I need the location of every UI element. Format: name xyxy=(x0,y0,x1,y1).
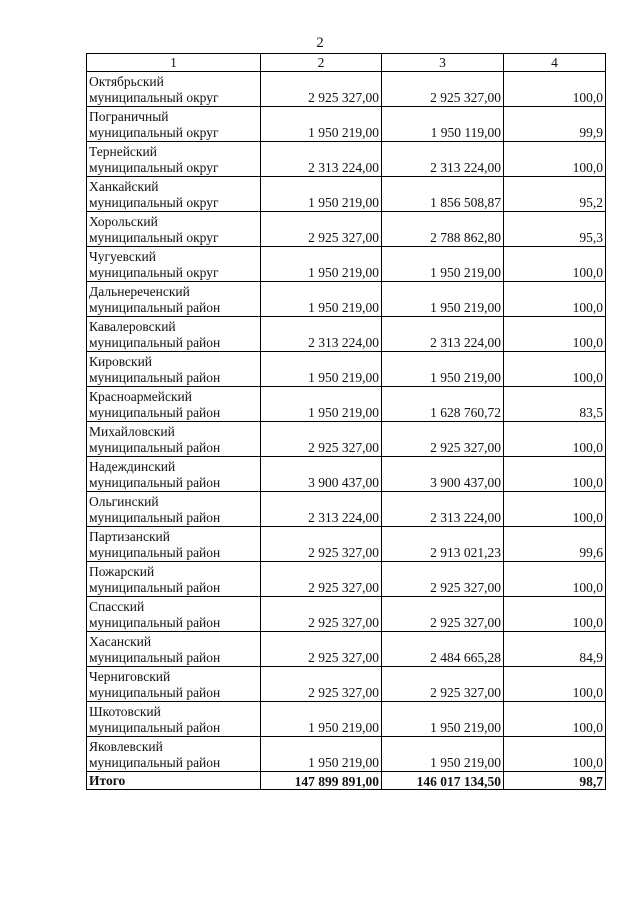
actual-amount-cell: 2 925 327,00 xyxy=(382,422,504,457)
table-row xyxy=(87,142,606,177)
municipality-type: муниципальный округ xyxy=(89,195,219,210)
actual-amount-cell: 1 856 508,87 xyxy=(382,177,504,212)
header-col-4: 4 xyxy=(504,54,606,72)
municipality-type: муниципальный округ xyxy=(89,265,219,280)
municipality-type: муниципальный район xyxy=(89,615,221,630)
actual-amount-cell: 1 950 219,00 xyxy=(382,247,504,282)
table-row xyxy=(87,457,606,492)
total-col-3: 146 017 134,50 xyxy=(382,772,504,790)
percent-cell: 100,0 xyxy=(504,737,606,772)
municipality-type: муниципальный район xyxy=(89,370,221,385)
percent-cell: 83,5 xyxy=(504,387,606,422)
municipality-type: муниципальный район xyxy=(89,580,221,595)
table-row xyxy=(87,212,606,247)
municipality-type: муниципальный район xyxy=(89,335,221,350)
page-number: 2 xyxy=(316,35,324,51)
percent-cell: 100,0 xyxy=(504,142,606,177)
municipality-name-cell xyxy=(87,457,261,492)
planned-amount-cell: 1 950 219,00 xyxy=(261,702,382,737)
municipality-type: муниципальный район xyxy=(89,475,221,490)
municipality-name: Хасанский xyxy=(89,634,152,649)
actual-amount-cell: 2 788 862,80 xyxy=(382,212,504,247)
municipality-type: муниципальный район xyxy=(89,755,221,770)
municipality-name-cell xyxy=(87,737,261,772)
municipality-name-cell xyxy=(87,632,261,667)
percent-cell: 100,0 xyxy=(504,562,606,597)
percent-cell: 99,9 xyxy=(504,107,606,142)
planned-amount-cell: 2 925 327,00 xyxy=(261,667,382,702)
table-row xyxy=(87,317,606,352)
table-row xyxy=(87,737,606,772)
municipality-name-cell xyxy=(87,177,261,212)
planned-amount-cell: 2 313 224,00 xyxy=(261,142,382,177)
municipality-name: Чугуевский xyxy=(89,249,156,264)
header-col-1: 1 xyxy=(87,54,261,72)
actual-amount-cell: 2 313 224,00 xyxy=(382,492,504,527)
table-row xyxy=(87,667,606,702)
data-table xyxy=(86,53,606,790)
actual-amount-cell: 2 313 224,00 xyxy=(382,142,504,177)
municipality-name: Шкотовский xyxy=(89,704,161,719)
municipality-name-cell xyxy=(87,597,261,632)
table-row xyxy=(87,352,606,387)
percent-cell: 100,0 xyxy=(504,282,606,317)
actual-amount-cell: 3 900 437,00 xyxy=(382,457,504,492)
municipality-name: Тернейский xyxy=(89,144,157,159)
table-row xyxy=(87,492,606,527)
actual-amount-cell: 1 628 760,72 xyxy=(382,387,504,422)
municipality-type: муниципальный район xyxy=(89,440,221,455)
percent-cell: 99,6 xyxy=(504,527,606,562)
municipality-name: Ханкайский xyxy=(89,179,159,194)
municipality-type: муниципальный район xyxy=(89,545,221,560)
municipality-name: Пограничный xyxy=(89,109,169,124)
planned-amount-cell: 1 950 219,00 xyxy=(261,107,382,142)
municipality-name-cell xyxy=(87,387,261,422)
total-row xyxy=(87,772,606,790)
table-row xyxy=(87,422,606,457)
municipality-name-cell xyxy=(87,247,261,282)
actual-amount-cell: 1 950 119,00 xyxy=(382,107,504,142)
actual-amount-cell: 2 925 327,00 xyxy=(382,597,504,632)
percent-cell: 84,9 xyxy=(504,632,606,667)
total-label: Итого xyxy=(87,772,261,790)
percent-cell: 100,0 xyxy=(504,422,606,457)
planned-amount-cell: 2 313 224,00 xyxy=(261,492,382,527)
municipality-name: Черниговский xyxy=(89,669,171,684)
table-row xyxy=(87,282,606,317)
planned-amount-cell: 2 925 327,00 xyxy=(261,597,382,632)
percent-cell: 100,0 xyxy=(504,247,606,282)
total-col-2: 147 899 891,00 xyxy=(261,772,382,790)
planned-amount-cell: 2 925 327,00 xyxy=(261,632,382,667)
percent-cell: 95,2 xyxy=(504,177,606,212)
municipality-type: муниципальный округ xyxy=(89,90,219,105)
actual-amount-cell: 2 484 665,28 xyxy=(382,632,504,667)
municipality-name-cell xyxy=(87,562,261,597)
table-row xyxy=(87,72,606,107)
table-row xyxy=(87,702,606,737)
municipality-name-cell xyxy=(87,107,261,142)
municipality-type: муниципальный район xyxy=(89,720,221,735)
municipality-name-cell xyxy=(87,142,261,177)
municipality-type: муниципальный район xyxy=(89,510,221,525)
planned-amount-cell: 2 925 327,00 xyxy=(261,212,382,247)
actual-amount-cell: 2 925 327,00 xyxy=(382,562,504,597)
header-row xyxy=(87,54,606,72)
planned-amount-cell: 1 950 219,00 xyxy=(261,247,382,282)
total-col-4: 98,7 xyxy=(504,772,606,790)
municipality-name: Хорольский xyxy=(89,214,158,229)
municipality-name-cell xyxy=(87,492,261,527)
planned-amount-cell: 2 925 327,00 xyxy=(261,72,382,107)
municipality-name: Дальнереченский xyxy=(89,284,190,299)
planned-amount-cell: 1 950 219,00 xyxy=(261,737,382,772)
municipality-name: Пожарский xyxy=(89,564,155,579)
planned-amount-cell: 2 313 224,00 xyxy=(261,317,382,352)
table-row xyxy=(87,387,606,422)
planned-amount-cell: 2 925 327,00 xyxy=(261,562,382,597)
actual-amount-cell: 2 313 224,00 xyxy=(382,317,504,352)
planned-amount-cell: 1 950 219,00 xyxy=(261,387,382,422)
municipality-name-cell xyxy=(87,282,261,317)
percent-cell: 100,0 xyxy=(504,597,606,632)
municipality-type: муниципальный округ xyxy=(89,230,219,245)
municipality-type: муниципальный район xyxy=(89,685,221,700)
municipality-type: муниципальный район xyxy=(89,300,221,315)
planned-amount-cell: 1 950 219,00 xyxy=(261,352,382,387)
actual-amount-cell: 1 950 219,00 xyxy=(382,702,504,737)
municipality-name: Ольгинский xyxy=(89,494,159,509)
actual-amount-cell: 2 925 327,00 xyxy=(382,72,504,107)
table-row xyxy=(87,527,606,562)
percent-cell: 100,0 xyxy=(504,667,606,702)
table-header xyxy=(87,54,606,72)
municipality-name: Октябрьский xyxy=(89,74,164,89)
municipality-name: Яковлевский xyxy=(89,739,163,754)
municipality-name-cell xyxy=(87,667,261,702)
municipality-name-cell xyxy=(87,527,261,562)
percent-cell: 100,0 xyxy=(504,702,606,737)
municipality-type: муниципальный округ xyxy=(89,160,219,175)
percent-cell: 100,0 xyxy=(504,317,606,352)
municipality-name-cell xyxy=(87,702,261,737)
table-body xyxy=(87,72,606,772)
planned-amount-cell: 2 925 327,00 xyxy=(261,527,382,562)
municipality-name: Красноармейский xyxy=(89,389,193,404)
municipality-name: Надеждинский xyxy=(89,459,176,474)
municipality-name: Партизанский xyxy=(89,529,170,544)
percent-cell: 100,0 xyxy=(504,492,606,527)
header-col-3: 3 xyxy=(382,54,504,72)
municipality-name-cell xyxy=(87,212,261,247)
planned-amount-cell: 1 950 219,00 xyxy=(261,177,382,212)
planned-amount-cell: 2 925 327,00 xyxy=(261,422,382,457)
table-row xyxy=(87,562,606,597)
actual-amount-cell: 1 950 219,00 xyxy=(382,352,504,387)
actual-amount-cell: 2 913 021,23 xyxy=(382,527,504,562)
municipality-name: Михайловский xyxy=(89,424,175,439)
table-row xyxy=(87,597,606,632)
municipality-type: муниципальный район xyxy=(89,650,221,665)
percent-cell: 100,0 xyxy=(504,72,606,107)
municipality-name: Кавалеровский xyxy=(89,319,176,334)
table-footer xyxy=(87,772,606,790)
municipality-name-cell xyxy=(87,72,261,107)
actual-amount-cell: 1 950 219,00 xyxy=(382,737,504,772)
percent-cell: 100,0 xyxy=(504,352,606,387)
percent-cell: 95,3 xyxy=(504,212,606,247)
planned-amount-cell: 3 900 437,00 xyxy=(261,457,382,492)
actual-amount-cell: 1 950 219,00 xyxy=(382,282,504,317)
planned-amount-cell: 1 950 219,00 xyxy=(261,282,382,317)
table-row xyxy=(87,247,606,282)
percent-cell: 100,0 xyxy=(504,457,606,492)
header-col-2: 2 xyxy=(261,54,382,72)
table-row xyxy=(87,632,606,667)
table-row xyxy=(87,107,606,142)
municipality-name: Спасский xyxy=(89,599,145,614)
municipality-name-cell xyxy=(87,352,261,387)
municipality-name-cell xyxy=(87,422,261,457)
actual-amount-cell: 2 925 327,00 xyxy=(382,667,504,702)
municipality-type: муниципальный округ xyxy=(89,125,219,140)
municipality-type: муниципальный район xyxy=(89,405,221,420)
municipality-name-cell xyxy=(87,317,261,352)
table-row xyxy=(87,177,606,212)
municipality-name: Кировский xyxy=(89,354,153,369)
